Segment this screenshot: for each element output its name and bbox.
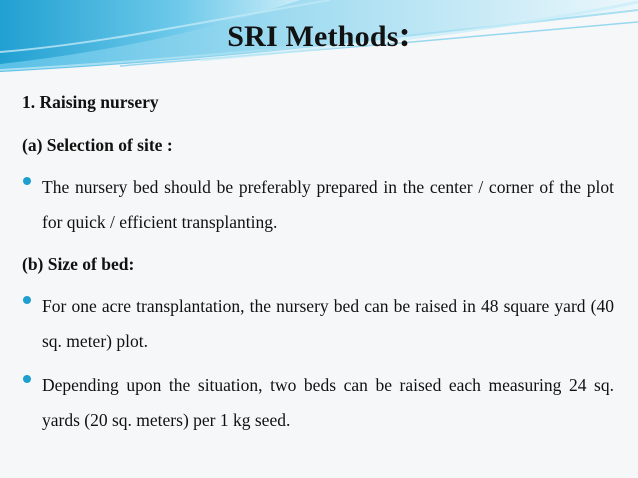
bullet-item-acre bbox=[22, 289, 614, 359]
subsection-heading-site: (a) Selection of site : bbox=[22, 135, 173, 155]
subsection-heading-bed-size: (b) Size of bed: bbox=[22, 254, 135, 274]
bullet-icon bbox=[23, 296, 31, 304]
bullet-icon bbox=[23, 375, 31, 383]
bullet-item-two-beds bbox=[22, 368, 614, 438]
bullet-text-acre: For one acre transplantation, the nursery bed can be raised in 48 square yard (40 sq. meter) plot. bbox=[42, 296, 614, 351]
slide-title bbox=[0, 13, 638, 55]
bullet-text-two-beds: Depending upon the situation, two beds can be raised each measuring 24 sq. yards (20 sq. meters) per 1 kg seed. bbox=[42, 375, 614, 430]
bullet-text-site: The nursery bed should be preferably prepared in the center / corner of the plot for quick / efficient transplanting. bbox=[42, 177, 614, 232]
bullet-item-site bbox=[22, 170, 614, 240]
bullet-icon bbox=[23, 177, 31, 185]
slide-title-text: SRI Methods bbox=[227, 20, 399, 53]
slide-title-colon: : bbox=[398, 14, 411, 54]
section-heading: 1. Raising nursery bbox=[22, 92, 159, 112]
